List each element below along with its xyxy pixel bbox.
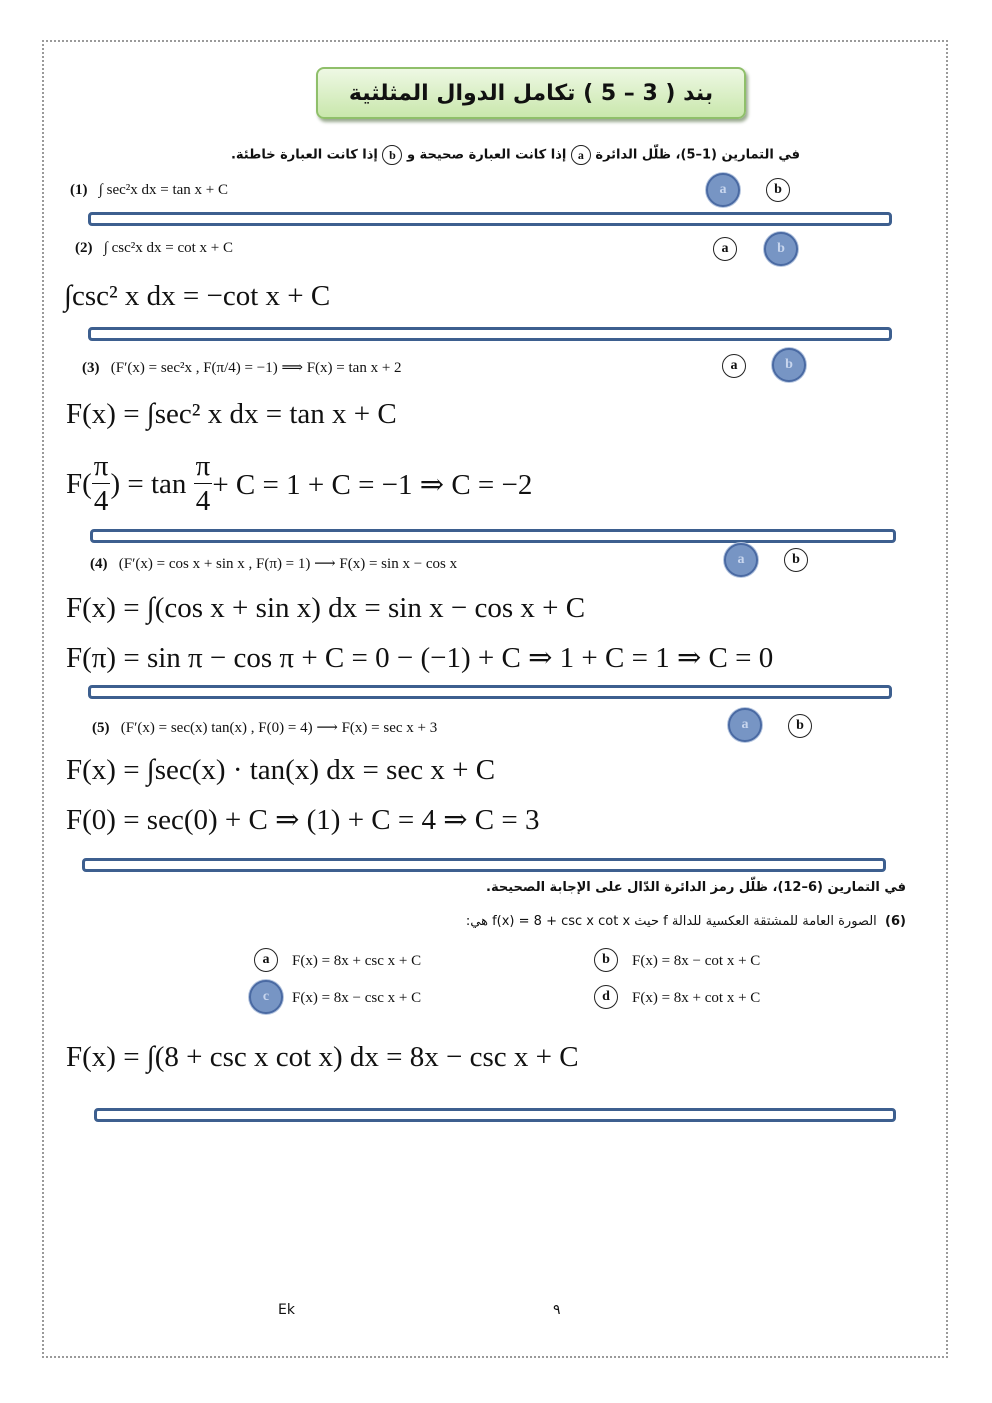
question-6 xyxy=(466,914,906,929)
q6-choice-a-text: F(x) = 8x + csc x + C xyxy=(292,953,422,969)
item-1-number: (1) xyxy=(70,182,88,198)
q6-choice-c-text: F(x) = 8x − csc x + C xyxy=(292,990,422,1006)
item-5-statement: (F′(x) = sec(x) tan(x) , F(0) = 4) ⟶ F(x) = sec x + 3 xyxy=(120,720,438,736)
item-3-choice-b[interactable]: b xyxy=(772,348,806,382)
item-2-statement: ∫ csc²x dx = cot x + C xyxy=(103,240,234,256)
option-b-marker: b xyxy=(382,145,402,165)
item-1-choice-b[interactable]: b xyxy=(766,178,790,202)
item-3-solution-line1: F(x) = ∫sec² x dx = tan x + C xyxy=(66,398,397,430)
separator-bar xyxy=(82,858,886,872)
question-6-text: الصورة العامة للمشتقة العكسية للدالة f حيث f(x) = 8 + csc x cot x هي: xyxy=(465,914,877,929)
separator-bar xyxy=(90,529,896,543)
item-1-choice-a[interactable]: a xyxy=(706,173,740,207)
fraction-denominator: 4 xyxy=(93,485,109,517)
q6-choice-d[interactable]: d xyxy=(594,985,618,1009)
instruction-suffix: إذا كانت العبارة خاطئة. xyxy=(230,147,378,163)
item-3-solution-line2 xyxy=(66,452,532,516)
q6-choice-a[interactable]: a xyxy=(254,948,278,972)
separator-bar xyxy=(94,1108,896,1122)
item-5-choice-b[interactable]: b xyxy=(788,714,812,738)
item-2-number: (2) xyxy=(75,240,93,256)
section1-instruction xyxy=(231,145,800,165)
instruction-mid: إذا كانت العبارة صحيحة و xyxy=(406,147,567,163)
item-2-choice-b[interactable]: b xyxy=(764,232,798,266)
fraction-denominator: 4 xyxy=(195,485,211,517)
item-4-choice-a[interactable]: a xyxy=(724,543,758,577)
fraction-numerator: π xyxy=(93,450,109,482)
separator-bar xyxy=(88,685,892,699)
item-2-choice-a[interactable]: a xyxy=(713,237,737,261)
item-4-solution-line1: F(x) = ∫(cos x + sin x) dx = sin x − cos x + C xyxy=(66,592,586,624)
sol2-part-b: ) = tan xyxy=(110,467,187,500)
fraction-pi-over-4 xyxy=(92,452,111,516)
item-5-solution-line2: F(0) = sec(0) + C ⇒ (1) + C = 4 ⇒ C = 3 xyxy=(66,804,540,836)
instruction-prefix: في التمارين (1–5)، ظلّل الدائرة xyxy=(595,147,800,163)
q6-choice-c[interactable]: c xyxy=(249,980,283,1014)
item-3-statement: (F′(x) = sec²x , F(π/4) = −1) ⟹ F(x) = tan x + 2 xyxy=(110,360,402,376)
item-4-choice-b[interactable]: b xyxy=(784,548,808,572)
q6-choice-d-text: F(x) = 8x + cot x + C xyxy=(632,990,761,1006)
item-5-choice-a[interactable]: a xyxy=(728,708,762,742)
item-5-number: (5) xyxy=(92,720,110,736)
item-5-solution-line1: F(x) = ∫sec(x) · tan(x) dx = sec x + C xyxy=(66,754,496,786)
item-3-number: (3) xyxy=(82,360,100,376)
sol2-part-a: F( xyxy=(66,467,92,500)
item-2-solution: ∫csc² x dx = −cot x + C xyxy=(64,280,331,312)
footer-page-number: ٩ xyxy=(553,1302,561,1318)
fraction-pi-over-4-b xyxy=(194,452,213,516)
item-1-statement: ∫ sec²x dx = tan x + C xyxy=(98,182,229,198)
item-5-question xyxy=(92,718,437,737)
q6-choice-b[interactable]: b xyxy=(594,948,618,972)
item-3-question xyxy=(82,358,402,377)
section-title: بند ( 3 – 5 ) تكامل الدوال المثلثية xyxy=(316,67,746,119)
separator-bar xyxy=(88,212,892,226)
page-border xyxy=(42,40,948,1358)
fraction-numerator: π xyxy=(195,450,211,482)
item-4-question xyxy=(90,554,457,573)
q6-choice-b-text: F(x) = 8x − cot x + C xyxy=(632,953,761,969)
question-6-number: (6) xyxy=(885,914,906,929)
footer-author: Ek xyxy=(278,1302,295,1318)
item-4-number: (4) xyxy=(90,556,108,572)
section2-instruction: في التمارين (6–12)، ظلّل رمز الدائرة الدّال على الإجابة الصحيحة. xyxy=(486,880,906,895)
item-4-solution-line2: F(π) = sin π − cos π + C = 0 − (−1) + C ⇒ 1 + C = 1 ⇒ C = 0 xyxy=(66,642,774,674)
option-a-marker: a xyxy=(571,145,591,165)
question-6-solution: F(x) = ∫(8 + csc x cot x) dx = 8x − csc x + C xyxy=(66,1041,579,1073)
item-3-choice-a[interactable]: a xyxy=(722,354,746,378)
item-1-question xyxy=(70,182,228,199)
item-4-statement: (F′(x) = cos x + sin x , F(π) = 1) ⟶ F(x) = sin x − cos x xyxy=(118,556,458,572)
separator-bar xyxy=(88,327,892,341)
item-2-question xyxy=(75,240,233,257)
sol2-part-c: + C = 1 + C = −1 ⇒ C = −2 xyxy=(212,468,533,501)
